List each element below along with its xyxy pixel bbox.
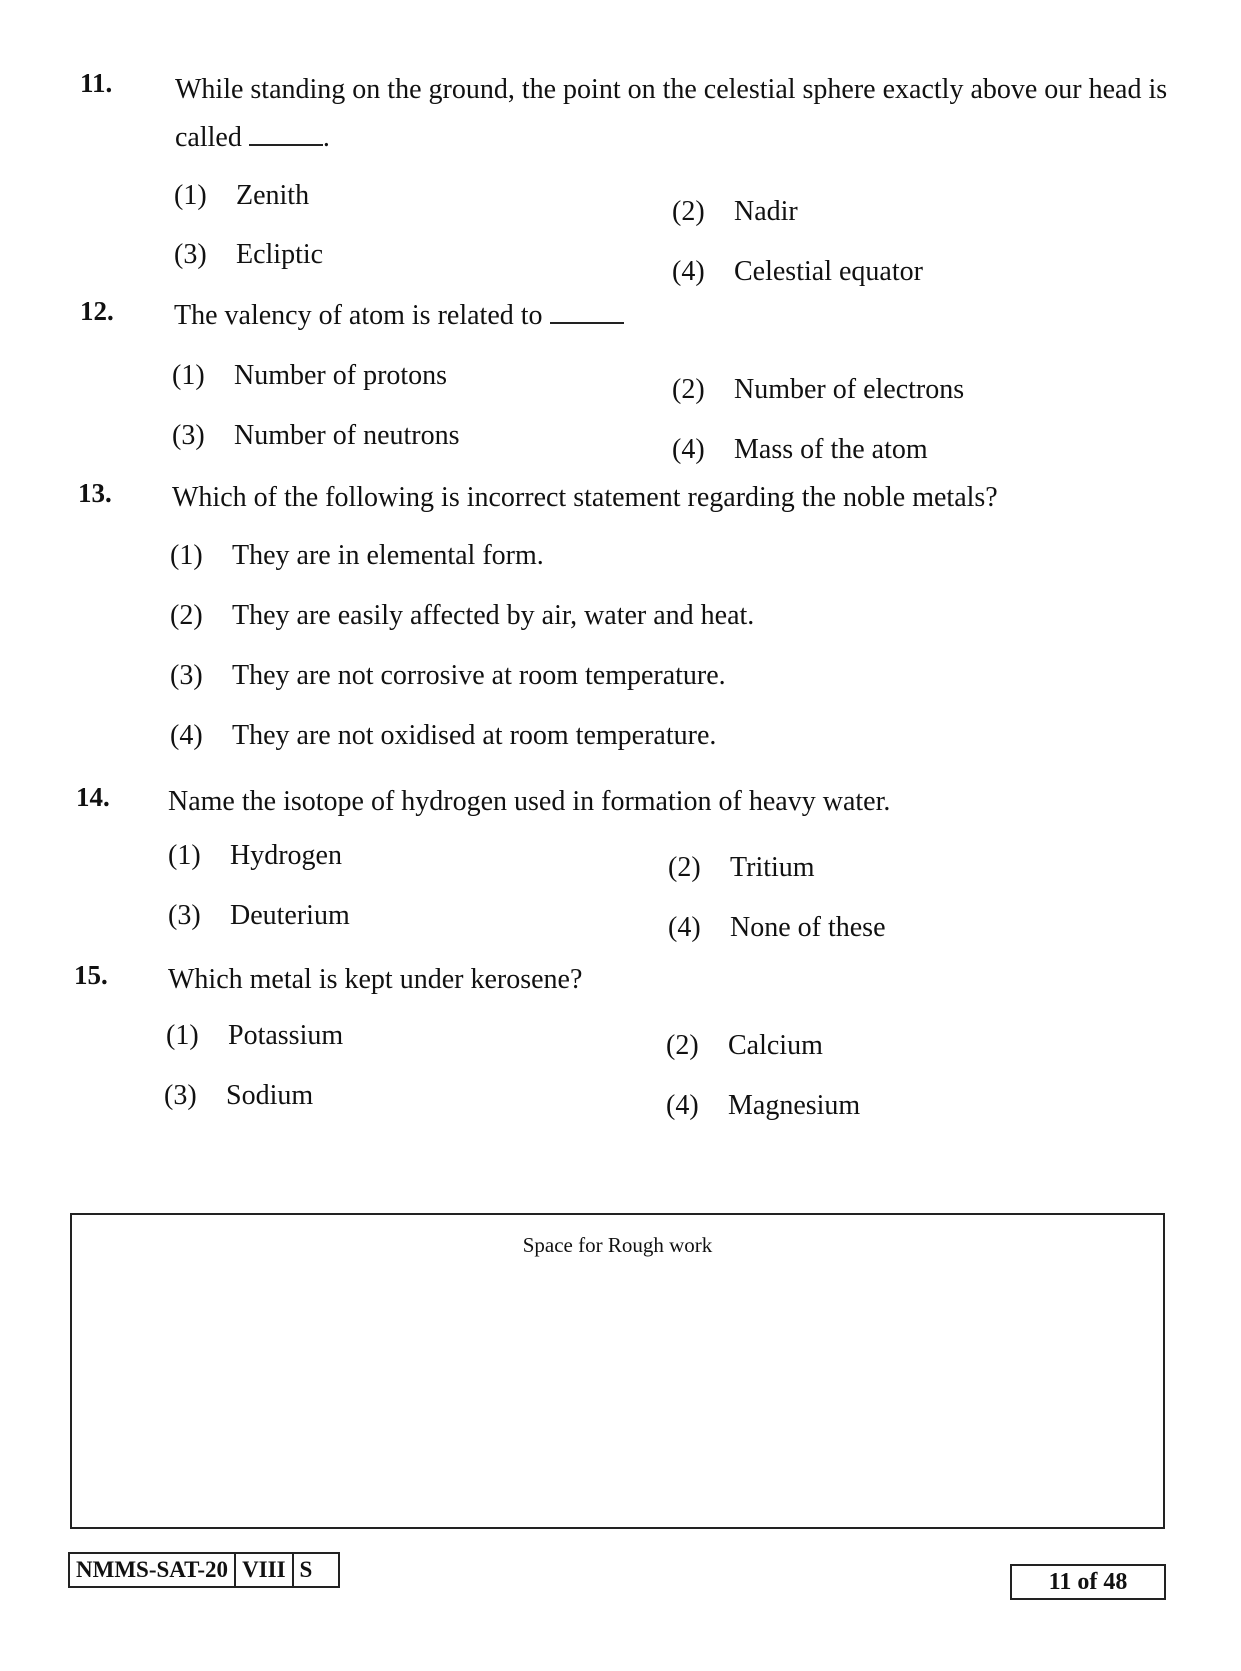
subject-code: S <box>299 1557 313 1582</box>
option: (1) Hydrogen <box>168 840 342 871</box>
rough-work-title: Space for Rough work <box>522 1233 713 1257</box>
question-text: Which of the following is incorrect statement regarding the noble metals? <box>172 482 998 513</box>
question-number: 15. <box>74 960 108 990</box>
question-text: Name the isotope of hydrogen used in formation of heavy water. <box>168 786 891 817</box>
answer-blank <box>550 322 624 324</box>
option: (4) Mass of the atom <box>672 434 928 465</box>
option: (2) Tritium <box>668 852 815 883</box>
rough-work-box <box>70 1213 1165 1529</box>
option: (2) Calcium <box>666 1030 823 1061</box>
option: (4) None of these <box>668 912 886 943</box>
question-number: 14. <box>76 782 110 812</box>
option: (4) Magnesium <box>666 1090 861 1121</box>
class-code: VIII <box>236 1554 293 1586</box>
option: (3) Sodium <box>164 1080 314 1111</box>
option: (2) Number of electrons <box>672 374 965 405</box>
question-number: 13. <box>78 478 112 508</box>
paper-code <box>68 1552 340 1588</box>
question-number: 11. <box>80 68 113 98</box>
answer-blank <box>249 144 323 146</box>
option: (1) They are in elemental form. <box>170 540 544 571</box>
option: (3) They are not corrosive at room temperature. <box>170 660 726 691</box>
option: (2) Nadir <box>672 196 798 227</box>
exam-code: NMMS-SAT-20 <box>70 1554 236 1586</box>
option: (3) Deuterium <box>168 900 350 931</box>
option: (1) Potassium <box>166 1020 344 1051</box>
option: (2) They are easily affected by air, water and heat. <box>170 600 755 631</box>
option: (3) Ecliptic <box>174 239 324 270</box>
option: (3) Number of neutrons <box>172 420 460 451</box>
option: (1) Number of protons <box>172 360 448 391</box>
question-number: 12. <box>80 296 114 326</box>
question-text: While standing on the ground, the point on the celestial sphere exactly above our head is called . <box>175 74 1168 153</box>
page-number: 11 of 48 <box>1010 1564 1166 1600</box>
option: (1) Zenith <box>174 180 310 211</box>
question-text: The valency of atom is related to <box>174 292 1174 340</box>
option: (4) Celestial equator <box>672 256 923 287</box>
question-text: Which metal is kept under kerosene? <box>168 964 583 995</box>
option: (4) They are not oxidised at room temperature. <box>170 720 717 751</box>
